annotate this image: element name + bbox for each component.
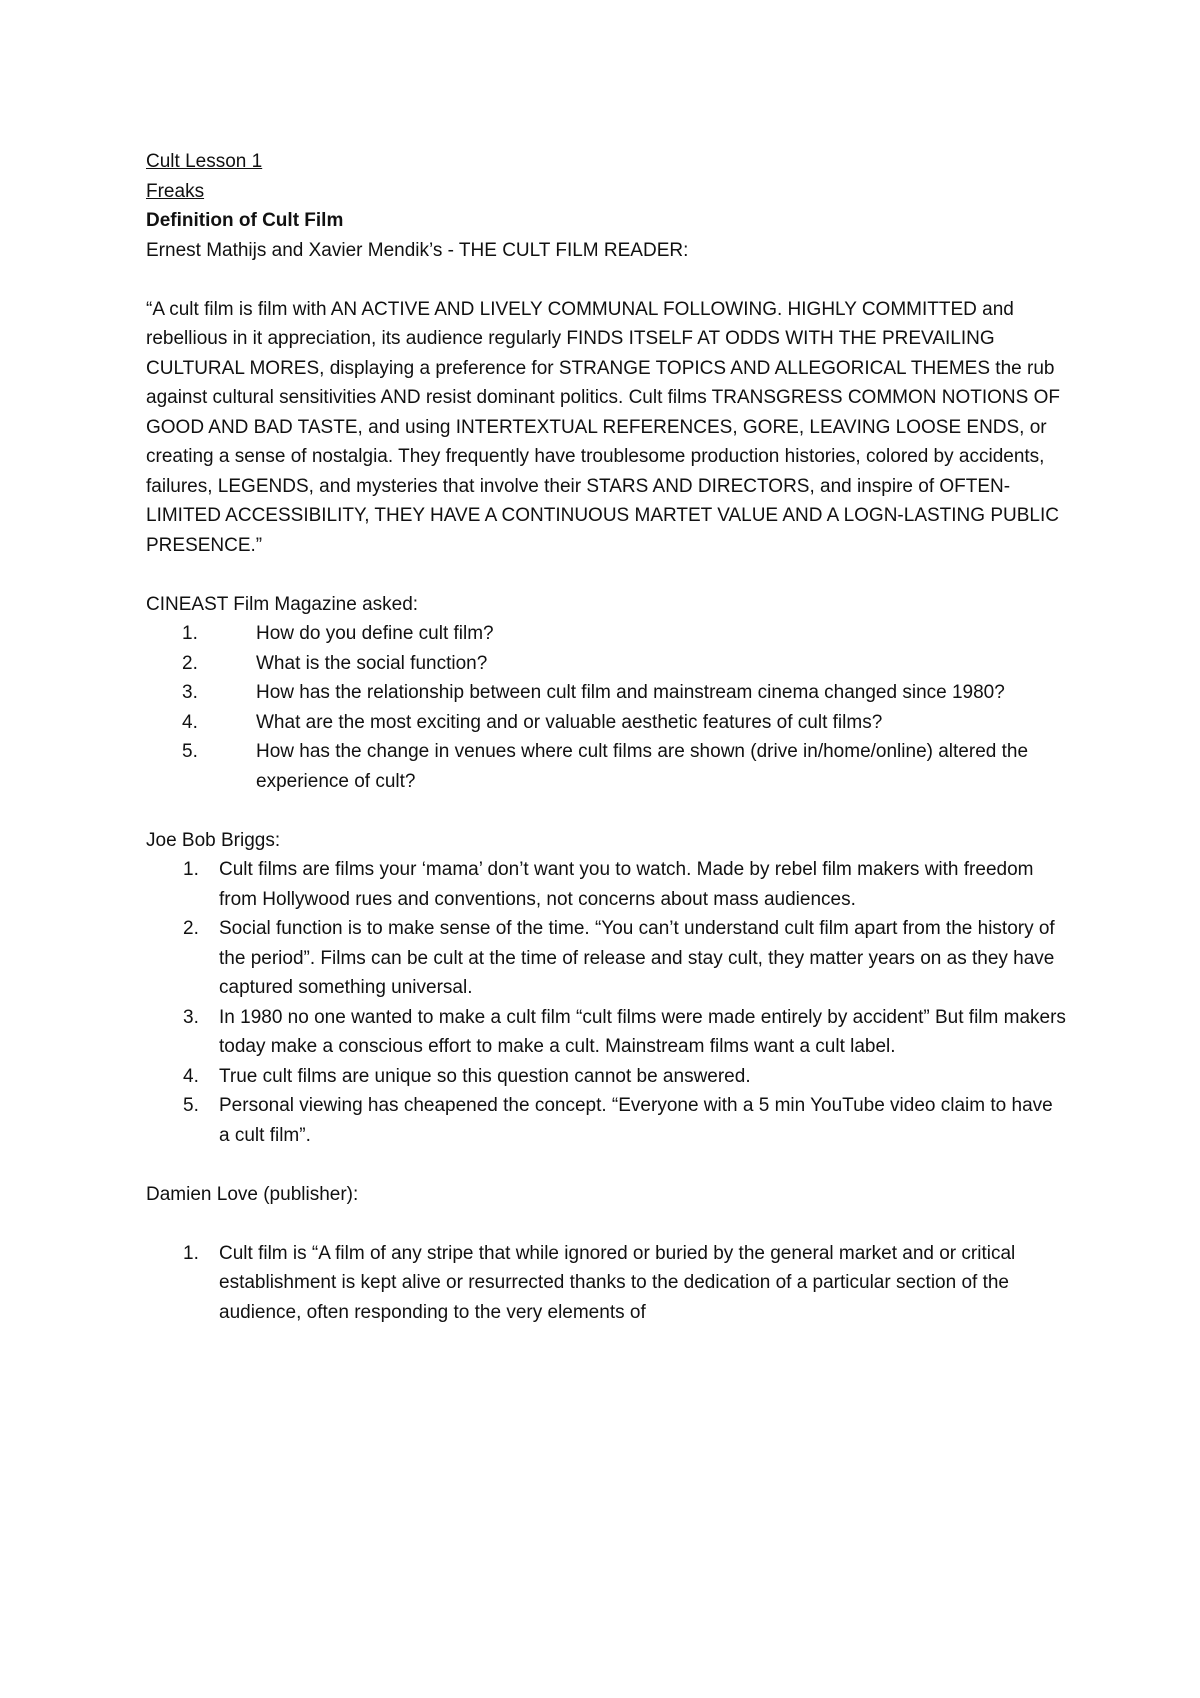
list-number: 1.: [182, 623, 198, 644]
document-title: Cult Lesson 1: [146, 151, 263, 172]
list-item: [146, 708, 1066, 738]
list-number: 4.: [182, 711, 198, 733]
list-item: [146, 619, 1066, 649]
list-item: [146, 678, 1066, 708]
list-text: Social function is to make sense of the time. “You can’t understand cult film apart from the history of the period”. Films can be cult at the time of release and stay cult, they matter years on as they have captured something universal.: [219, 918, 1055, 998]
list-text: How has the change in venues where cult films are shown (drive in/home/online) altered the experience of cult?: [256, 741, 1029, 792]
list-item: [146, 1062, 1066, 1092]
list-number: 1.: [183, 859, 199, 880]
list-item: [146, 855, 1066, 914]
list-item: [146, 649, 1066, 679]
definition-heading: Definition of Cult Film: [146, 210, 344, 231]
list-item: [146, 914, 1066, 1003]
list-text: Cult film is “A film of any stripe that while ignored or buried by the general market and or critical establishment is kept alive or resurrected thanks to the dedication of a particular section of the audience, often responding to the very elements of: [219, 1242, 1016, 1323]
list-number: 2.: [182, 652, 198, 674]
list-number: 2.: [183, 918, 199, 939]
list-text: True cult films are unique so this question cannot be answered.: [219, 1065, 751, 1087]
list-item: [146, 1003, 1066, 1062]
list-number: 5.: [183, 1095, 199, 1116]
list-number: 3.: [183, 1006, 199, 1028]
spacer: [146, 560, 1066, 590]
list-item: [146, 1091, 1066, 1150]
list-text: How do you define cult film?: [256, 623, 494, 644]
definition-quote: “A cult film is film with AN ACTIVE AND LIVELY COMMUNAL FOLLOWING. HIGHLY COMMITTED and rebellious in it appreciation, its audience regularly FINDS ITSELF AT ODDS WITH THE PREVAILING CULTURAL MORES, displaying a preference for STRANGE TOPICS AND ALLEGORICAL THEMES the rub against cultural sensitivities AND resist dominant politics. Cult films TRANSGRESS COMMON NOTIONS OF GOOD AND BAD TASTE, and using INTERTEXTUAL REFERENCES, GORE, LEAVING LOOSE ENDS, or creating a sense of nostalgia. They frequently have troublesome production histories, colored by accidents, failures, LEGENDS, and mysteries that involve their STARS AND DIRECTORS, and inspire of OFTEN-LIMITED ACCESSIBILITY, THEY HAVE A CONTINUOUS MARTET VALUE AND A LOGN-LASTING PUBLIC PRESENCE.”: [146, 298, 1060, 556]
love-heading: Damien Love (publisher):: [146, 1183, 359, 1205]
list-text: How has the relationship between cult film and mainstream cinema changed since 1980?: [256, 682, 1005, 703]
cineast-question-list: [146, 619, 1066, 796]
source-line: Ernest Mathijs and Xavier Mendik’s - THE CULT FILM READER:: [146, 239, 689, 261]
document-subtitle: Freaks: [146, 180, 205, 202]
list-number: 1.: [183, 1242, 199, 1264]
list-text: Personal viewing has cheapened the concept. “Everyone with a 5 min YouTube video claim to have a cult film”.: [219, 1095, 1053, 1146]
list-text: Cult films are films your ‘mama’ don’t want you to watch. Made by rebel film makers with freedom from Hollywood rues and conventions, not concerns about mass audiences.: [219, 859, 1034, 910]
list-number: 3.: [182, 682, 198, 703]
spacer: [146, 1150, 1066, 1180]
briggs-answer-list: [146, 855, 1066, 1150]
document-body: [146, 147, 1066, 1327]
spacer: [146, 265, 1066, 295]
list-text: What is the social function?: [256, 652, 488, 674]
spacer: [146, 796, 1066, 826]
list-number: 5.: [182, 741, 198, 762]
list-text: What are the most exciting and or valuable aesthetic features of cult films?: [256, 711, 883, 733]
list-item: [146, 1239, 1066, 1328]
list-number: 4.: [183, 1065, 199, 1087]
list-item: [146, 737, 1066, 796]
cineast-heading: CINEAST Film Magazine asked:: [146, 593, 419, 615]
briggs-heading: Joe Bob Briggs:: [146, 829, 281, 851]
list-text: In 1980 no one wanted to make a cult film “cult films were made entirely by accident” But film makers today make a conscious effort to make a cult. Mainstream films want a cult label.: [219, 1006, 1066, 1057]
spacer: [146, 1209, 1066, 1239]
love-answer-list: [146, 1239, 1066, 1328]
